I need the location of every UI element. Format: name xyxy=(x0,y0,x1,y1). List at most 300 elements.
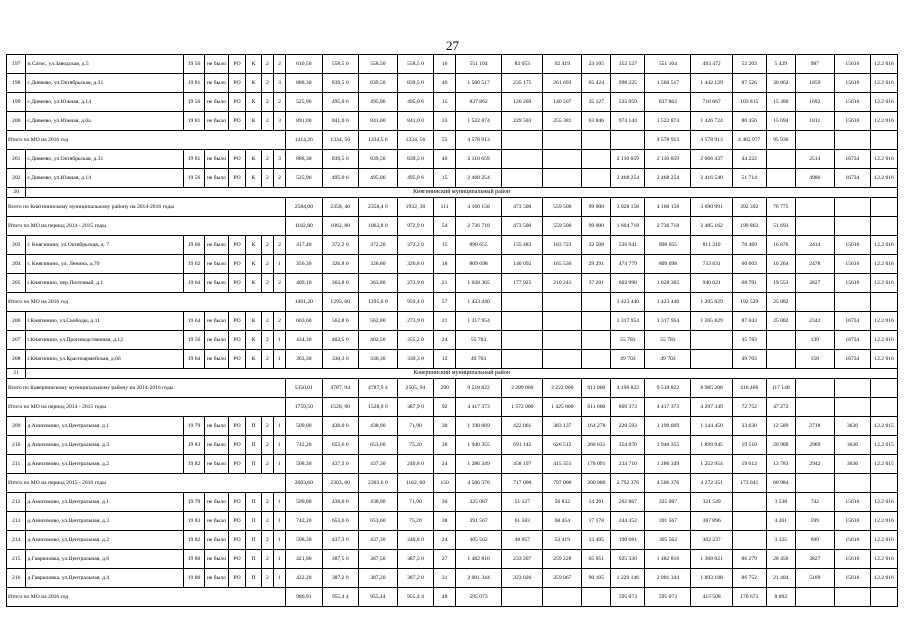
table-cell: 19 82 xyxy=(184,531,205,550)
table-cell: 603,60 xyxy=(286,312,322,331)
table-cell: 12 xyxy=(434,350,456,369)
table-cell: с.Дивеево, ул.Октябрьская, д.31 xyxy=(26,150,184,169)
table-cell: 2 468 254 xyxy=(456,169,502,188)
table-cell xyxy=(834,217,870,236)
table-cell: 1 xyxy=(273,255,285,274)
table-cell: 837 862 xyxy=(456,93,502,112)
table-cell: 1 368 021 xyxy=(691,550,732,569)
table-cell xyxy=(834,398,870,417)
table-cell: 2 xyxy=(273,274,285,293)
table-cell: д.Анисимово, ул.Центральная, д.3 xyxy=(26,512,184,531)
table-cell: 1334, 56 xyxy=(322,131,358,150)
table-cell: п.Сатис, ул.Заводская, д.5 xyxy=(26,55,184,74)
table-cell: 92 xyxy=(434,398,456,417)
table-cell: 325 087 xyxy=(645,493,691,512)
table-cell: 2942 xyxy=(795,455,834,474)
table-cell: 955,44 xyxy=(358,588,397,607)
table-cell: К xyxy=(246,169,262,188)
table-row xyxy=(7,255,898,274)
table-cell: 5169 xyxy=(795,569,834,588)
table-cell: 12 589 xyxy=(766,417,795,436)
table-cell: 330,3 0 xyxy=(397,350,433,369)
table-cell: 1 425 000 xyxy=(543,398,582,417)
table-cell: 15616 xyxy=(834,531,870,550)
table-cell: 599 xyxy=(795,512,834,531)
table-cell: 2584,00 xyxy=(286,198,322,217)
subtotal-label: Всего по Ковернинскому муниципальному району на 2014-2016 годы xyxy=(7,379,286,398)
table-cell: К xyxy=(246,312,262,331)
table-cell: 35 783 xyxy=(732,331,766,350)
table-row xyxy=(7,436,898,455)
table-cell: 699 xyxy=(795,531,834,550)
table-cell: 48 057 xyxy=(502,531,543,550)
table-cell: 508,30 xyxy=(286,455,322,474)
table-cell: 733 831 xyxy=(691,255,732,274)
table-cell xyxy=(582,350,611,369)
table-cell: 352 527 xyxy=(611,55,645,74)
table-cell: 5 429 xyxy=(766,55,795,74)
table-cell: 551 104 xyxy=(456,55,502,74)
table-cell: 15616 xyxy=(834,236,870,255)
table-cell: 25 082 xyxy=(766,293,795,312)
table-cell: 402,5 0 xyxy=(322,331,358,350)
table-cell: 4 196 822 xyxy=(611,379,645,398)
table-cell: 15616 xyxy=(834,255,870,274)
table-cell: 1 423 440 xyxy=(456,293,502,312)
section-number: 20 xyxy=(7,188,26,198)
table-cell: 12.2 016 xyxy=(871,55,898,74)
table-cell: с.Дивеево, ул.Южная, д.14 xyxy=(26,93,184,112)
table-cell: 974 144 xyxy=(611,112,645,131)
table-cell: 55 783 xyxy=(611,331,645,350)
table-cell xyxy=(543,150,582,169)
table-cell: 2514 xyxy=(795,150,834,169)
table-cell: 354 070 xyxy=(611,436,645,455)
table-cell: 17 178 xyxy=(582,512,611,531)
table-cell: 2 416 540 xyxy=(691,169,732,188)
table-cell xyxy=(871,588,898,607)
table-cell: 216 xyxy=(7,569,26,588)
table-cell xyxy=(543,588,582,607)
table-row xyxy=(7,569,898,588)
table-cell: 273,9 0 xyxy=(397,312,433,331)
table-cell xyxy=(871,474,898,493)
table-cell: 71,90 xyxy=(397,417,433,436)
table-cell: 38 xyxy=(434,436,456,455)
table-cell: 437,30 xyxy=(358,455,397,474)
table-cell: 416 466 xyxy=(732,379,766,398)
table-cell: 321 549 xyxy=(691,493,732,512)
table-cell: 363,30 xyxy=(286,350,322,369)
table-cell: 18 xyxy=(434,255,456,274)
table-cell: 559 500 xyxy=(543,198,582,217)
table-cell: 15616 xyxy=(834,93,870,112)
table-cell: 3 538 xyxy=(766,493,795,512)
table-cell: 210 xyxy=(7,436,26,455)
table-cell: 387,50 xyxy=(358,550,397,569)
table-cell: РО xyxy=(229,550,246,569)
table-cell: 2 xyxy=(261,417,273,436)
table-cell xyxy=(795,398,834,417)
table-cell: 1182,80 xyxy=(286,217,322,236)
table-row xyxy=(7,93,898,112)
table-cell: 63 846 xyxy=(582,112,611,131)
table-cell: 2 xyxy=(261,350,273,369)
table-row xyxy=(7,274,898,293)
table-cell: 2 485 162 xyxy=(691,217,732,236)
table-cell: РО xyxy=(229,236,246,255)
table-cell: 558,50 xyxy=(358,55,397,74)
table-cell: К xyxy=(246,274,262,293)
table-cell: не было xyxy=(204,569,228,588)
table-cell xyxy=(766,350,795,369)
table-cell: 244 352 xyxy=(611,512,645,531)
table-cell xyxy=(871,379,898,398)
table-cell: 526 941 xyxy=(611,236,645,255)
table-cell: 4 482 977 xyxy=(732,131,766,150)
table-cell xyxy=(834,588,870,607)
table-cell: 4 506 376 xyxy=(456,474,502,493)
table-cell xyxy=(502,350,543,369)
table-cell: 51 714 xyxy=(732,169,766,188)
table-cell: 19 81 xyxy=(184,150,205,169)
table-cell: 811 000 xyxy=(582,379,611,398)
table-cell: 1 482 816 xyxy=(645,550,691,569)
table-cell: г.Княгинино, ул.Красноармейская, д.66 xyxy=(26,350,184,369)
table-cell: 326,8 0 xyxy=(322,255,358,274)
table-cell: 2478 xyxy=(795,255,834,274)
table-cell: 1 604 718 xyxy=(611,217,645,236)
table-cell: 12.2 016 xyxy=(871,350,898,369)
table-cell xyxy=(502,150,543,169)
subtotal-label: Итого по МО на период 2014 - 2015 годы xyxy=(7,217,286,236)
table-cell: 387,2 0 xyxy=(322,569,358,588)
table-cell: 4 417 373 xyxy=(456,398,502,417)
table-cell: 208 xyxy=(7,350,26,369)
table-cell: 19 64 xyxy=(184,350,205,369)
table-cell: 12.2 015 xyxy=(871,455,898,474)
table-cell: 19 553 xyxy=(766,274,795,293)
table-cell: 2 110 659 xyxy=(645,150,691,169)
table-cell: 925 330 xyxy=(611,550,645,569)
table-cell xyxy=(502,131,543,150)
table-cell: 65 051 xyxy=(582,550,611,569)
table-cell: 150 xyxy=(795,350,834,369)
table-cell: 212 xyxy=(7,493,26,512)
table-cell: 19 612 xyxy=(732,455,766,474)
table-cell: 183 723 xyxy=(543,236,582,255)
table-cell: 841,0 0 xyxy=(322,112,358,131)
table-cell: 3 xyxy=(273,74,285,93)
table-row xyxy=(7,55,898,74)
table-cell: д.Анисимово, ул.Центральная, д.2 xyxy=(26,531,184,550)
table-cell: 210 241 xyxy=(543,274,582,293)
table-row xyxy=(7,531,898,550)
table-cell: 691 142 xyxy=(502,436,543,455)
table-cell: 955,4 4 xyxy=(322,588,358,607)
table-cell: 2969 xyxy=(795,436,834,455)
table-cell: 839,5 0 xyxy=(397,74,433,93)
table-row xyxy=(7,512,898,531)
table-cell: 1811 xyxy=(795,112,834,131)
table-cell: 15616 xyxy=(834,550,870,569)
table-cell: 234 710 xyxy=(611,455,645,474)
table-cell: 12.2 016 xyxy=(871,331,898,350)
subtotal-label: Итого по МО на 2016 год xyxy=(7,293,286,312)
table-cell: 10 264 xyxy=(766,255,795,274)
subtotal-label: Итого по МО на период 2015 - 2016 годы xyxy=(7,474,286,493)
table-cell: 653,60 xyxy=(358,512,397,531)
table-cell: 742,20 xyxy=(286,512,322,531)
table-cell: г. Княгинино, ул. Ленина, д.70 xyxy=(26,255,184,274)
table-cell: 839,50 xyxy=(358,150,397,169)
table-cell: 742 xyxy=(795,493,834,512)
table-cell: 4 578 913 xyxy=(691,131,732,150)
table-cell: 170 673 xyxy=(732,588,766,607)
table-cell: 205 xyxy=(7,274,26,293)
table-cell: 955,4 4 xyxy=(397,588,433,607)
table-cell xyxy=(543,331,582,350)
table-cell xyxy=(834,379,870,398)
table-cell: 178 091 xyxy=(582,455,611,474)
table-cell: 3 xyxy=(273,150,285,169)
table-cell: 1 xyxy=(273,493,285,512)
table-cell: д.Анисимово, ул.Центральная, д.2 xyxy=(26,455,184,474)
table-cell: 177 925 xyxy=(502,274,543,293)
table-cell: 2303,6 0 xyxy=(358,474,397,493)
table-cell: 71,90 xyxy=(397,493,433,512)
subtotal-row xyxy=(7,217,898,236)
table-cell: РО xyxy=(229,150,246,169)
table-cell: 558,5 0 xyxy=(322,55,358,74)
table-cell: 12.2 016 xyxy=(871,150,898,169)
table-cell: 21 404 xyxy=(766,569,795,588)
table-cell xyxy=(582,312,611,331)
table-cell: 1 560 517 xyxy=(456,74,502,93)
table-cell: РО xyxy=(229,312,246,331)
table-cell: 2342 xyxy=(795,312,834,331)
table-cell: 372,20 xyxy=(358,236,397,255)
table-cell: 438,00 xyxy=(358,417,397,436)
table-cell: 19 56 xyxy=(184,169,205,188)
table-cell: не было xyxy=(204,74,228,93)
table-cell: 83 053 xyxy=(502,55,543,74)
table-cell: 551 104 xyxy=(645,55,691,74)
table-cell: РО xyxy=(229,169,246,188)
table-cell: 19 62 xyxy=(184,255,205,274)
table-cell: 4 297 349 xyxy=(691,398,732,417)
table-cell: 19 79 xyxy=(184,493,205,512)
table-cell: не было xyxy=(204,512,228,531)
table-cell: 1 190 669 xyxy=(456,417,502,436)
table-cell: 1 423 440 xyxy=(645,293,691,312)
table-cell: 1295, 60 xyxy=(322,293,358,312)
table-cell: 2 110 659 xyxy=(611,150,645,169)
table-cell: 1 522 874 xyxy=(456,112,502,131)
table-cell: 595 073 xyxy=(645,588,691,607)
table-cell: 15616 xyxy=(834,569,870,588)
table-cell xyxy=(766,331,795,350)
table-cell: 15 xyxy=(434,236,456,255)
table-cell: 811 310 xyxy=(691,236,732,255)
table-cell: 2 xyxy=(261,74,273,93)
table-cell xyxy=(543,312,582,331)
table-cell: 1 xyxy=(273,569,285,588)
table-cell: 2 001 344 xyxy=(645,569,691,588)
table-cell: 421,90 xyxy=(286,550,322,569)
table-cell xyxy=(795,588,834,607)
table-cell: 12.2 016 xyxy=(871,93,898,112)
table-cell: 1 317 954 xyxy=(645,312,691,331)
table-cell: 387 896 xyxy=(691,512,732,531)
table-cell: 1 426 724 xyxy=(691,112,732,131)
table-cell xyxy=(582,293,611,312)
table-cell: 2 468 254 xyxy=(645,169,691,188)
table-cell xyxy=(795,131,834,150)
table-cell: П xyxy=(246,417,262,436)
table-cell: 55 xyxy=(434,131,456,150)
table-cell: 16 xyxy=(434,55,456,74)
table-cell: 2 222 000 xyxy=(543,379,582,398)
table-cell: 986,91 xyxy=(286,588,322,607)
table-cell: 259 228 xyxy=(543,550,582,569)
table-row xyxy=(7,74,898,93)
table-cell: 12.2 016 xyxy=(871,274,898,293)
table-row xyxy=(7,150,898,169)
table-cell: 9 518 822 xyxy=(645,379,691,398)
table-cell: 1 190 669 xyxy=(645,417,691,436)
table-cell: 30 862 xyxy=(766,74,795,93)
table-cell: 30 xyxy=(434,493,456,512)
table-cell: г. Княгинино, ул.Октябрьская, д. 7 xyxy=(26,236,184,255)
table-cell: РО xyxy=(229,531,246,550)
table-cell: 2 xyxy=(261,312,273,331)
table-cell: 140 507 xyxy=(543,93,582,112)
table-cell: 202 867 xyxy=(611,493,645,512)
table-cell xyxy=(795,379,834,398)
subtotal-row xyxy=(7,398,898,417)
table-cell: 387,5 0 xyxy=(397,550,433,569)
table-cell: 53 419 xyxy=(543,531,582,550)
table-cell: 363,80 xyxy=(358,274,397,293)
table-cell: 49 703 xyxy=(611,350,645,369)
table-cell: 809 698 xyxy=(456,255,502,274)
table-cell: 204 xyxy=(7,255,26,274)
table-cell: 19 64 xyxy=(184,274,205,293)
table-cell: 211 xyxy=(7,455,26,474)
table-cell: 37 201 xyxy=(582,274,611,293)
table-cell: 87 043 xyxy=(732,312,766,331)
table-cell: 12.2 016 xyxy=(871,312,898,331)
table-cell: 1528, 90 xyxy=(322,398,358,417)
table-cell xyxy=(543,131,582,150)
table-cell: 326,80 xyxy=(358,255,397,274)
table-cell: 8 985 208 xyxy=(691,379,732,398)
table-cell: 4 417 373 xyxy=(645,398,691,417)
table-cell: 356,30 xyxy=(286,255,322,274)
table-cell: 2 xyxy=(273,236,285,255)
table-cell: 49 703 xyxy=(456,350,502,369)
table-cell: 2 xyxy=(261,569,273,588)
table-cell: 898 655 xyxy=(456,236,502,255)
table-cell: 49 703 xyxy=(645,350,691,369)
table-cell: 1528,9 0 xyxy=(358,398,397,417)
table-cell: 888,30 xyxy=(286,74,322,93)
table-cell: 15 694 xyxy=(766,112,795,131)
table-cell: 214 xyxy=(7,531,26,550)
table-cell: 2 xyxy=(261,150,273,169)
table-cell: 164 278 xyxy=(582,417,611,436)
table-cell xyxy=(543,350,582,369)
table-cell xyxy=(766,150,795,169)
table-cell: 458 197 xyxy=(502,455,543,474)
table-cell: 839,5 0 xyxy=(397,150,433,169)
table-cell: РО xyxy=(229,74,246,93)
table-cell: г.Княгинино, ул.Производственная, д.12 xyxy=(26,331,184,350)
table-cell xyxy=(582,331,611,350)
table-cell: 841,0 0 xyxy=(397,112,433,131)
table-cell xyxy=(691,331,732,350)
table-cell: П xyxy=(246,550,262,569)
table-cell: 4 578 913 xyxy=(645,131,691,150)
table-cell: 126 269 xyxy=(502,93,543,112)
table-cell: 898 655 xyxy=(645,236,691,255)
table-cell: 12.2 015 xyxy=(871,417,898,436)
table-cell xyxy=(582,131,611,150)
table-cell: 326,8 0 xyxy=(397,255,433,274)
table-cell: 415 508 xyxy=(691,588,732,607)
table-cell: не было xyxy=(204,312,228,331)
table-cell: 4 160 158 xyxy=(456,198,502,217)
table-cell: 493 472 xyxy=(691,55,732,74)
table-cell: 535 959 xyxy=(611,93,645,112)
table-cell: 2 xyxy=(273,93,285,112)
table-cell: 1 572 000 xyxy=(502,398,543,417)
table-cell: 95 936 xyxy=(766,131,795,150)
table-cell: 12.2 016 xyxy=(871,236,898,255)
table-cell: не было xyxy=(204,255,228,274)
table-cell: 51 693 xyxy=(766,217,795,236)
table-cell: 2 xyxy=(273,312,285,331)
table-cell: 61 583 xyxy=(502,512,543,531)
table-cell: 3636 xyxy=(834,455,870,474)
table-cell: 199 xyxy=(7,93,26,112)
table-cell: К xyxy=(246,350,262,369)
table-cell: 15 380 xyxy=(766,93,795,112)
table-row xyxy=(7,550,898,569)
table-cell: 255 381 xyxy=(543,112,582,131)
table-cell: 140 092 xyxy=(502,255,543,274)
table-cell: К xyxy=(246,55,262,74)
table-cell: 1 940 355 xyxy=(456,436,502,455)
table-cell: 402,50 xyxy=(358,331,397,350)
table-cell: 52 203 xyxy=(732,55,766,74)
subtotal-label: Итого по МО на период 2014 - 2015 годы xyxy=(7,398,286,417)
page-number: 27 xyxy=(446,38,459,53)
table-cell: 35 127 xyxy=(582,93,611,112)
table-cell xyxy=(502,331,543,350)
table-cell: 19 56 xyxy=(184,331,205,350)
table-cell: 2603,60 xyxy=(286,474,322,493)
table-cell: 718 667 xyxy=(691,93,732,112)
table-cell: 16734 xyxy=(834,312,870,331)
table-cell: 2505, 94 xyxy=(397,379,433,398)
table-cell xyxy=(834,198,870,217)
table-cell: 325 087 xyxy=(456,493,502,512)
table-cell: 8 892 xyxy=(766,588,795,607)
table-cell: 139 xyxy=(795,331,834,350)
table-cell: РО xyxy=(229,512,246,531)
